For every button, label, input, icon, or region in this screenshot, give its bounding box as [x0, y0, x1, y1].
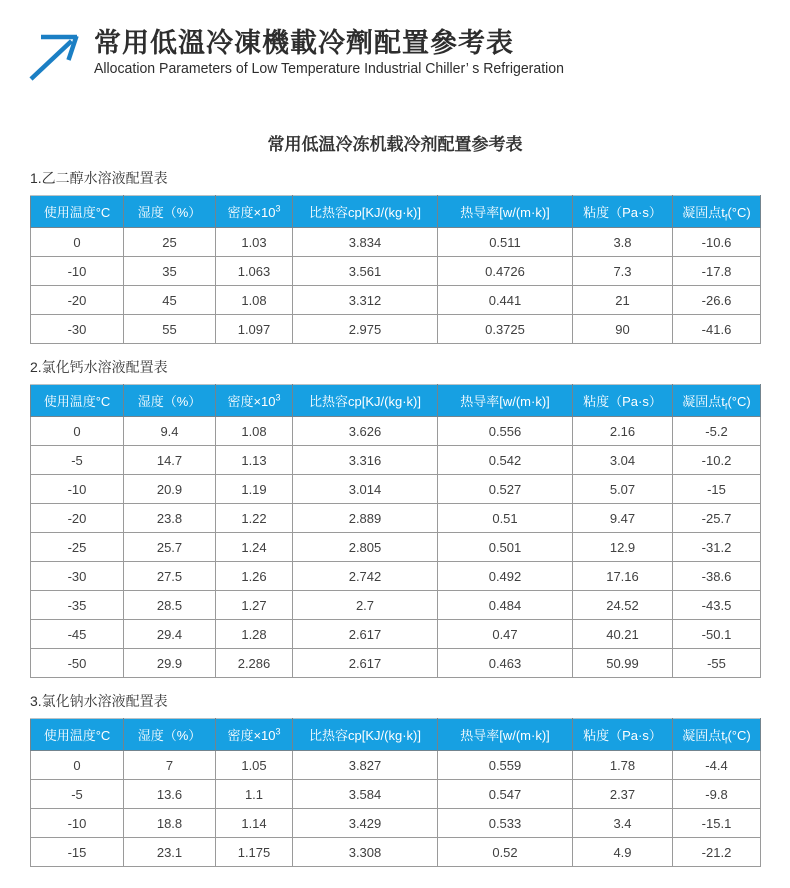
table-cell: -43.5	[673, 591, 761, 620]
table-cell: 1.063	[216, 257, 293, 286]
section-calcium-chloride	[0, 357, 790, 678]
table-cell: 3.04	[573, 446, 673, 475]
table-cell: 35	[124, 257, 216, 286]
table-cell: 20.9	[124, 475, 216, 504]
table-cell: 7	[124, 751, 216, 780]
table-cell: 1.27	[216, 591, 293, 620]
table-row	[31, 475, 761, 504]
table-cell: 1.097	[216, 315, 293, 344]
table-cell: 0.441	[438, 286, 573, 315]
header-text	[94, 28, 594, 78]
table-row	[31, 228, 761, 257]
page-header	[0, 0, 790, 82]
table-cell: 0.533	[438, 809, 573, 838]
table-row	[31, 315, 761, 344]
table-cell: 0.463	[438, 649, 573, 678]
table-cell: 0.542	[438, 446, 573, 475]
table-cell: -30	[31, 315, 124, 344]
table-row	[31, 562, 761, 591]
table-cell: 2.16	[573, 417, 673, 446]
table-cell: 18.8	[124, 809, 216, 838]
table-cell: 12.9	[573, 533, 673, 562]
table-cell: 5.07	[573, 475, 673, 504]
table-cell: 55	[124, 315, 216, 344]
table-cell: 0.3725	[438, 315, 573, 344]
column-header: 热导率[w/(m·k)]	[438, 719, 573, 751]
table-cell: 3.561	[293, 257, 438, 286]
table-cell: 0.492	[438, 562, 573, 591]
table-cell: 2.889	[293, 504, 438, 533]
column-header: 粘度（Pa·s）	[573, 196, 673, 228]
table-cell: 0.547	[438, 780, 573, 809]
column-header: 比热容cp[KJ/(kg·k)]	[293, 719, 438, 751]
column-header: 使用温度°C	[31, 385, 124, 417]
table-cell: 28.5	[124, 591, 216, 620]
table-cell: 1.1	[216, 780, 293, 809]
section-label: 1.乙二醇水溶液配置表	[30, 170, 168, 186]
table-cell: 9.4	[124, 417, 216, 446]
table-cell: 2.617	[293, 649, 438, 678]
table-cell: 3.827	[293, 751, 438, 780]
column-header: 凝固点$t_f(^\circ C)$	[673, 385, 761, 417]
section-sodium-chloride	[0, 691, 790, 867]
table-cell: 3.4	[573, 809, 673, 838]
table-cell: -5.2	[673, 417, 761, 446]
table-cell: 0.511	[438, 228, 573, 257]
column-header: 湿度（%）	[124, 196, 216, 228]
table-cell: -38.6	[673, 562, 761, 591]
column-header: 凝固点$t_f(^\circ C)$	[673, 719, 761, 751]
table-cell: 1.13	[216, 446, 293, 475]
table-cell: 1.08	[216, 417, 293, 446]
table-cell: 23.1	[124, 838, 216, 867]
table-cell: -4.4	[673, 751, 761, 780]
table-cell: 17.16	[573, 562, 673, 591]
table-row	[31, 504, 761, 533]
table-cell: 1.05	[216, 751, 293, 780]
table-cell: -21.2	[673, 838, 761, 867]
table-cell: -55	[673, 649, 761, 678]
table-row	[31, 838, 761, 867]
table-cell: 2.742	[293, 562, 438, 591]
table-cell: 29.9	[124, 649, 216, 678]
column-header: 粘度（Pa·s）	[573, 719, 673, 751]
table-cell: 3.316	[293, 446, 438, 475]
arrow-up-right-icon	[24, 28, 86, 82]
table-cell: 1.08	[216, 286, 293, 315]
table-cell: -10.2	[673, 446, 761, 475]
table-cell: 0	[31, 417, 124, 446]
table-cell: 1.28	[216, 620, 293, 649]
table-cell: 0.47	[438, 620, 573, 649]
table-row	[31, 446, 761, 475]
table-cell: -15	[673, 475, 761, 504]
table-cell: 2.7	[293, 591, 438, 620]
table-cell: -15.1	[673, 809, 761, 838]
table-cell: 3.834	[293, 228, 438, 257]
section-label: 3.氯化钠水溶液配置表	[30, 693, 168, 709]
table-cell: 50.99	[573, 649, 673, 678]
table-cell: 0.51	[438, 504, 573, 533]
table-cell: 24.52	[573, 591, 673, 620]
table-row	[31, 620, 761, 649]
table-cell: 29.4	[124, 620, 216, 649]
table-row	[31, 591, 761, 620]
table-cell: -35	[31, 591, 124, 620]
table-cell: 1.175	[216, 838, 293, 867]
column-header: 比热容cp[KJ/(kg·k)]	[293, 385, 438, 417]
table-header-row	[31, 385, 761, 417]
section-label: 2.氯化钙水溶液配置表	[30, 359, 168, 375]
table-cell: 27.5	[124, 562, 216, 591]
table-cell: -45	[31, 620, 124, 649]
table-cell: 2.286	[216, 649, 293, 678]
section-ethylene-glycol	[0, 168, 790, 344]
table-cell: -50.1	[673, 620, 761, 649]
table-cell: 3.429	[293, 809, 438, 838]
data-table	[30, 195, 761, 344]
column-header: 比热容cp[KJ/(kg·k)]	[293, 196, 438, 228]
table-cell: -10.6	[673, 228, 761, 257]
table-cell: 3.584	[293, 780, 438, 809]
table-cell: -26.6	[673, 286, 761, 315]
table-cell: 0.527	[438, 475, 573, 504]
table-cell: -5	[31, 780, 124, 809]
table-row	[31, 649, 761, 678]
table-row	[31, 286, 761, 315]
table-row	[31, 751, 761, 780]
table-cell: -15	[31, 838, 124, 867]
table-cell: 3.626	[293, 417, 438, 446]
table-cell: -50	[31, 649, 124, 678]
column-header: 热导率[w/(m·k)]	[438, 196, 573, 228]
column-header: 凝固点$t_f(^\circ C)$	[673, 196, 761, 228]
table-cell: -20	[31, 286, 124, 315]
column-header: 使用温度°C	[31, 719, 124, 751]
table-cell: 1.03	[216, 228, 293, 257]
table-cell: 21	[573, 286, 673, 315]
column-header: 密度$\times 10^3$	[216, 385, 293, 417]
table-cell: 3.014	[293, 475, 438, 504]
column-header: 湿度（%）	[124, 385, 216, 417]
table-row	[31, 809, 761, 838]
table-cell: 0.501	[438, 533, 573, 562]
table-cell: 0.4726	[438, 257, 573, 286]
table-cell: 45	[124, 286, 216, 315]
table-cell: 3.8	[573, 228, 673, 257]
column-header: 使用温度°C	[31, 196, 124, 228]
table-cell: -41.6	[673, 315, 761, 344]
table-cell: 0	[31, 751, 124, 780]
data-table	[30, 718, 761, 867]
table-row	[31, 533, 761, 562]
table-cell: 14.7	[124, 446, 216, 475]
page-title: 常用低溫冷凍機載冷劑配置參考表	[94, 28, 514, 58]
table-cell: 1.78	[573, 751, 673, 780]
table-cell: 9.47	[573, 504, 673, 533]
table-cell: -25.7	[673, 504, 761, 533]
table-cell: 2.805	[293, 533, 438, 562]
table-cell: 25	[124, 228, 216, 257]
table-cell: 2.975	[293, 315, 438, 344]
table-cell: 13.6	[124, 780, 216, 809]
table-cell: 1.19	[216, 475, 293, 504]
table-cell: 2.37	[573, 780, 673, 809]
table-cell: 23.8	[124, 504, 216, 533]
table-cell: 0.484	[438, 591, 573, 620]
table-cell: 1.22	[216, 504, 293, 533]
table-cell: -31.2	[673, 533, 761, 562]
table-cell: 1.24	[216, 533, 293, 562]
table-cell: -25	[31, 533, 124, 562]
table-cell: -20	[31, 504, 124, 533]
page-subtitle: Allocation Parameters of Low Temperature Industrial Chiller’ s Refrigeration	[94, 60, 564, 77]
column-header: 热导率[w/(m·k)]	[438, 385, 573, 417]
table-cell: 0.556	[438, 417, 573, 446]
table-cell: -10	[31, 809, 124, 838]
table-cell: 0.559	[438, 751, 573, 780]
table-cell: 1.14	[216, 809, 293, 838]
column-header: 密度$\times 10^3$	[216, 719, 293, 751]
table-header-row	[31, 719, 761, 751]
data-table	[30, 384, 761, 678]
table-cell: 3.308	[293, 838, 438, 867]
column-header: 密度$\times 10^3$	[216, 196, 293, 228]
table-header-row	[31, 196, 761, 228]
column-header: 粘度（Pa·s）	[573, 385, 673, 417]
table-cell: 40.21	[573, 620, 673, 649]
table-cell: -30	[31, 562, 124, 591]
table-row	[31, 780, 761, 809]
table-cell: -17.8	[673, 257, 761, 286]
table-cell: 3.312	[293, 286, 438, 315]
table-cell: 0.52	[438, 838, 573, 867]
table-cell: -10	[31, 257, 124, 286]
table-row	[31, 257, 761, 286]
table-cell: 90	[573, 315, 673, 344]
column-header: 湿度（%）	[124, 719, 216, 751]
table-cell: -10	[31, 475, 124, 504]
table-cell: 2.617	[293, 620, 438, 649]
table-cell: -5	[31, 446, 124, 475]
table-row	[31, 417, 761, 446]
table-cell: 4.9	[573, 838, 673, 867]
table-cell: 1.26	[216, 562, 293, 591]
table-cell: 25.7	[124, 533, 216, 562]
table-cell: 7.3	[573, 257, 673, 286]
table-cell: -9.8	[673, 780, 761, 809]
doc-title: 常用低温冷冻机载冷剂配置参考表	[267, 135, 523, 154]
table-cell: 0	[31, 228, 124, 257]
